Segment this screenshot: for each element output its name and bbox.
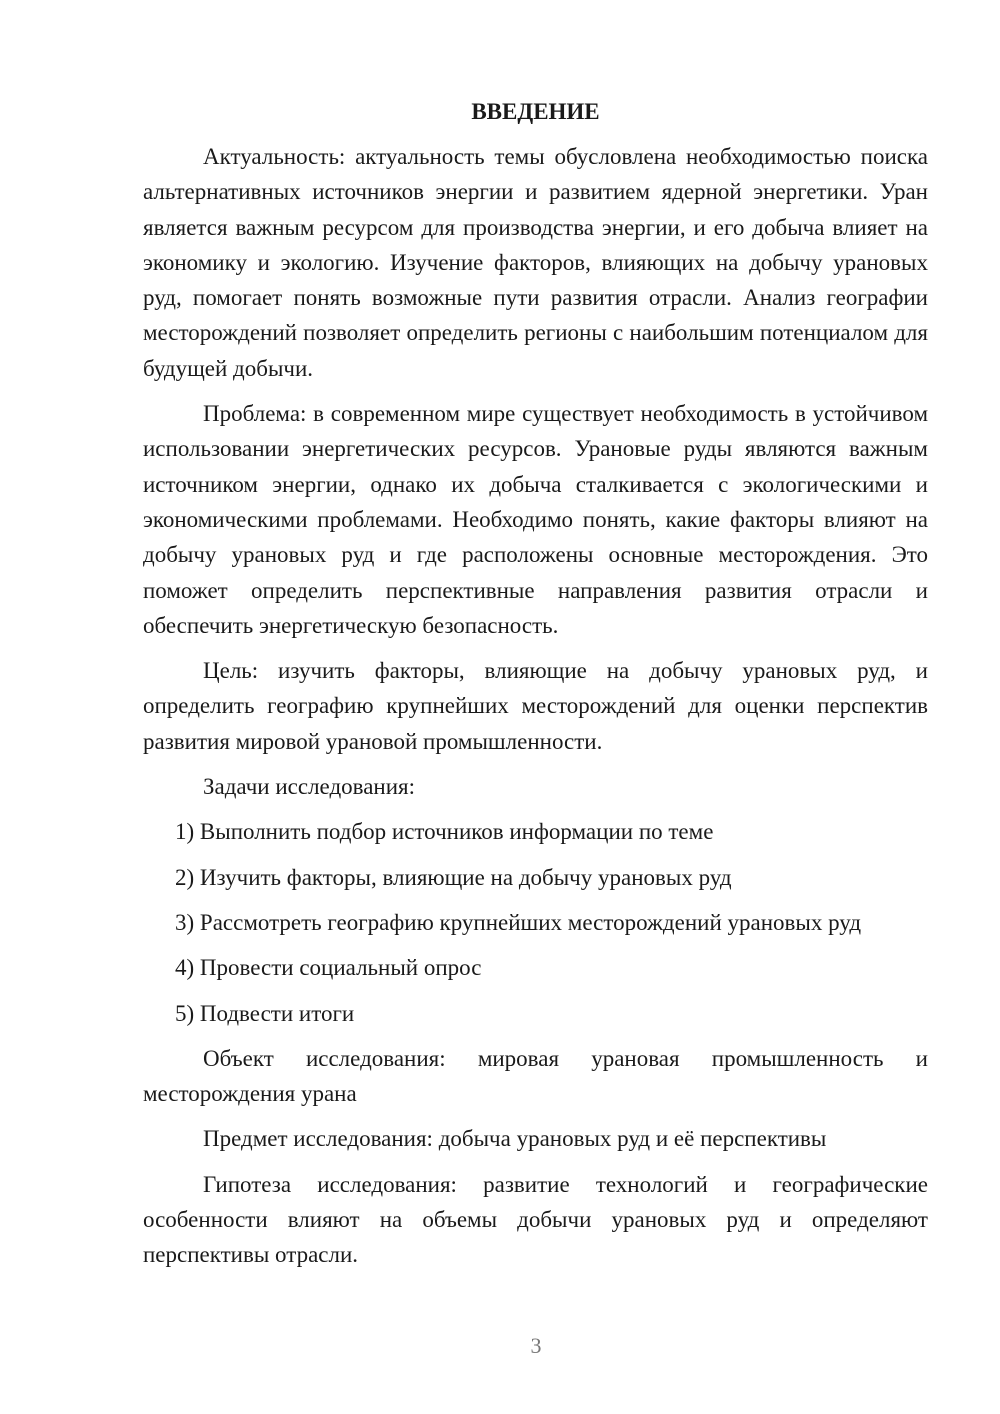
- relevance-paragraph: Актуальность: актуальность темы обусловлена необходимостью поиска альтернативных источников энергии и развитием ядерной энергетики. Уран является важным ресурсом для производства энергии, и его добыча влияет на экономику и экологию. Изучение факторов, влияющих на добычу урановых руд, помогает понять возможные пути развития отрасли. Анализ географии месторождений позволяет определить регионы с наибольшим потенциалом для будущей добычи.: [143, 144, 928, 381]
- page-content: [143, 94, 928, 1283]
- task-item: 4) Провести социальный опрос: [175, 955, 482, 981]
- object-paragraph: Объект исследования: мировая урановая промышленность и месторождения урана: [143, 1045, 928, 1107]
- task-item: 1) Выполнить подбор источников информации по теме: [175, 819, 714, 845]
- problem-paragraph: Проблема: в современном мире существует необходимость в устойчивом использовании энергетических ресурсов. Урановые руды являются важным источником энергии, однако их добыча сталкивается с экологическими и экономическими проблемами. Необходимо понять, какие факторы влияют на добычу урановых руд и где расположены основные месторождения. Это поможет определить перспективные направления развития отрасли и обеспечить энергетическую безопасность.: [143, 401, 928, 638]
- subject-paragraph: Предмет исследования: добыча урановых руд и её перспективы: [203, 1126, 827, 1152]
- task-item: 5) Подвести итоги: [175, 1000, 355, 1026]
- page-number: 3: [530, 1333, 542, 1358]
- task-item: 3) Рассмотреть географию крупнейших месторождений урановых руд: [175, 909, 862, 935]
- task-item: 2) Изучить факторы, влияющие на добычу урановых руд: [175, 864, 732, 890]
- goal-paragraph: Цель: изучить факторы, влияющие на добычу урановых руд, и определить географию крупнейших месторождений для оценки перспектив развития мировой урановой промышленности.: [143, 658, 928, 754]
- hypothesis-paragraph: Гипотеза исследования: развитие технологий и географические особенности влияют на объемы добычи урановых руд и определяют перспективы отрасли.: [143, 1171, 928, 1268]
- section-title: ВВЕДЕНИЕ: [471, 99, 600, 124]
- tasks-heading: Задачи исследования:: [203, 774, 416, 800]
